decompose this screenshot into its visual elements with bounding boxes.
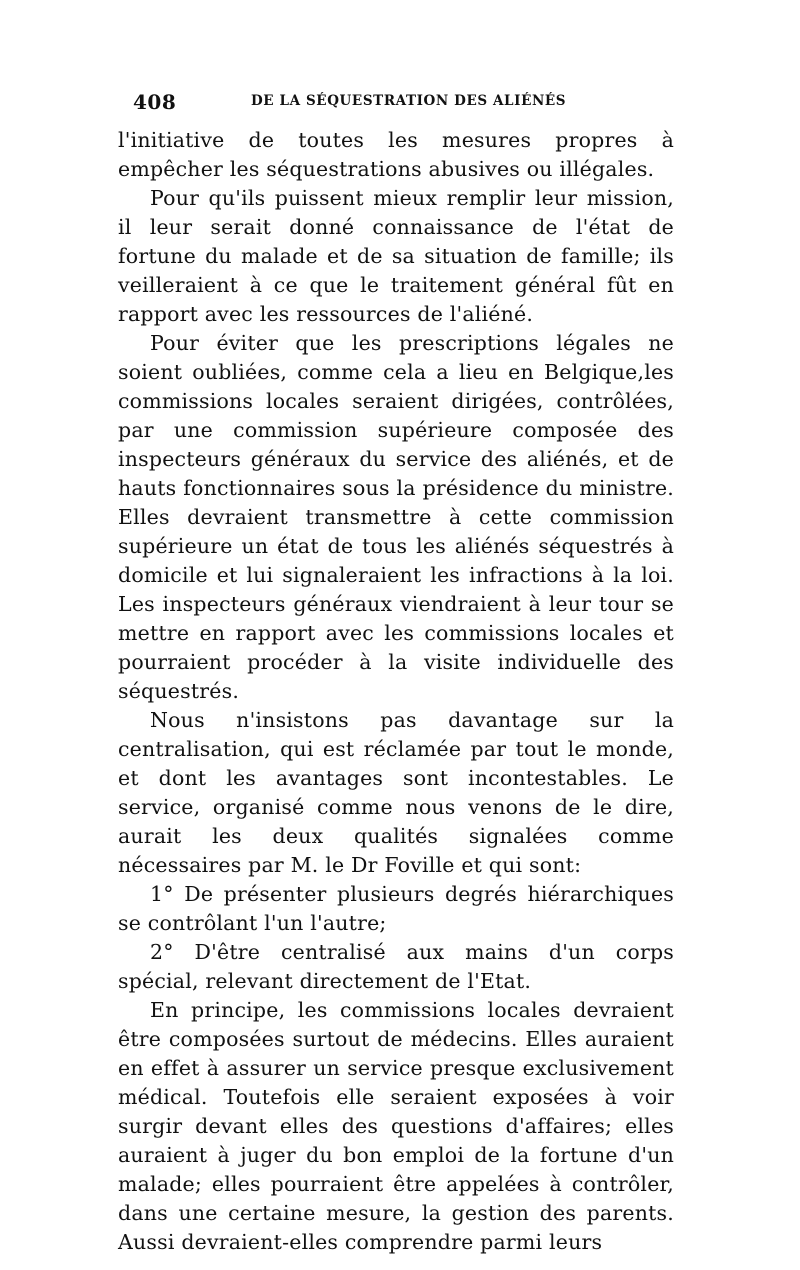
- page-number: 408: [133, 90, 177, 114]
- running-head: [133, 90, 673, 114]
- list-item-hierarchy: 1° De présenter plusieurs degrés hiérarchiques se contrôlant l'un l'autre;: [118, 882, 674, 935]
- body-text: [118, 126, 674, 1257]
- paragraph-prescriptions: Pour éviter que les prescriptions légales ne soient oubliées, comme cela a lieu en Belgique,les commissions locales seraient dirigées, contrôlées, par une commission supérieure composée des inspecteurs généraux du service des aliénés, et de hauts fonctionnaires sous la présidence du ministre. Elles devraient transmettre à cette commission supérieure un état de tous les aliénés séquestrés à domicile et lui signaleraient les infractions à la loi. Les inspecteurs généraux viendraient à leur tour se mettre en rapport avec les commissions locales et pourraient procéder à la visite individuelle des séquestrés.: [118, 331, 674, 703]
- paragraph-centralisation: Nous n'insistons pas davantage sur la centralisation, qui est réclamée par tout le monde, et dont les avantages sont incontestables. Le service, organisé comme nous venons de le dire, aurait les deux qualités signalées comme nécessaires par M. le Dr Foville et qui sont:: [118, 708, 674, 877]
- paragraph-continuation: l'initiative de toutes les mesures propres à empêcher les séquestrations abusives ou illégales.: [118, 128, 674, 181]
- paragraph-composition: En principe, les commissions locales devraient être composées surtout de médecins. Elles auraient en effet à assurer un service presque exclusivement médical. Toutefois elle seraient exposées à voir surgir devant elles des questions d'affaires; elles auraient à juger du bon emploi de la fortune d'un malade; elles pourraient être appelées à contrôler, dans une certaine mesure, la gestion des parents. Aussi devraient-elles comprendre parmi leurs: [118, 998, 674, 1254]
- running-title: DE LA SÉQUESTRATION DES ALIÉNÉS: [251, 93, 567, 109]
- list-item-centralized: 2° D'être centralisé aux mains d'un corps spécial, relevant directement de l'Etat.: [118, 940, 674, 993]
- paragraph-mission: Pour qu'ils puissent mieux remplir leur mission, il leur serait donné connaissance de l'état de fortune du malade et de sa situation de famille; ils veilleraient à ce que le traitement général fût en rapport avec les ressources de l'aliéné.: [118, 186, 674, 326]
